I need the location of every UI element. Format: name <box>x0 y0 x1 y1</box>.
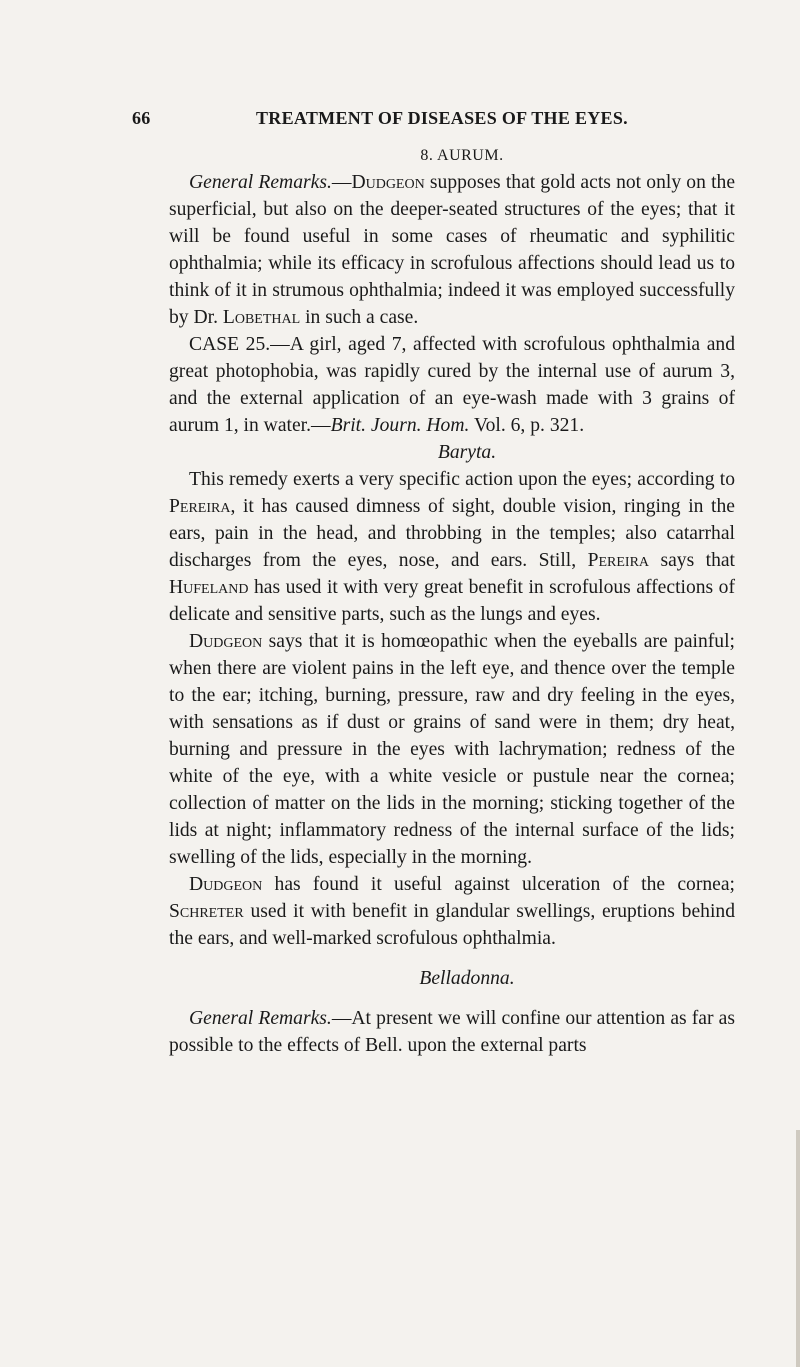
paragraph-text: used it with benefit in glandular swellings, eruptions behind the ears, and well-marked scrofulous ophthalmia. <box>169 901 735 949</box>
paragraph-text: supposes that gold acts not only on the superficial, but also on the deeper-seated structures of the eyes; that it will be found useful in some cases of rheumatic and syphilitic ophthalmia; while its efficacy in scrofulous affections should lead us to think of it in strumous ophthalmia; indeed it was employed successfully by Dr. <box>169 172 736 328</box>
dash: — <box>331 172 352 193</box>
author-name: Lobethal <box>222 307 301 328</box>
paragraph-text: This remedy exerts a very specific action upon the eyes; according to <box>189 469 735 490</box>
paragraph-text: —At present we will confine our attention as far as possible to the effects of Bell. upon the external parts <box>169 1008 735 1056</box>
aurum-general-remarks <box>169 169 735 331</box>
paragraph-text: says that <box>649 550 735 571</box>
paragraph-text: has used it with very great benefit in scrofulous affections of delicate and sensitive parts, such as the lungs and eyes. <box>169 577 735 625</box>
paragraph-text: in such a case. <box>300 307 419 328</box>
running-head <box>132 108 684 132</box>
general-remarks-label: General Remarks. <box>189 172 332 193</box>
paragraph-text: , it has caused dimness of sight, double vision, ringing in the ears, pain in the head, and throbbing in the temples; also catarrhal discharges from the eyes, nose, and ears. Still, <box>169 496 735 571</box>
page-number: 66 <box>132 108 151 128</box>
case-25-paragraph <box>169 331 735 439</box>
running-head-title: TREATMENT OF DISEASES OF THE EYES. <box>256 108 628 128</box>
baryta-paragraph-3 <box>169 871 735 952</box>
paragraph-text: CASE 25.—A girl, aged 7, affected with scrofulous ophthalmia and great photophobia, was rapidly cured by the internal use of aurum 3, and the external application of an eye-wash made with 3 grains of aurum 1, in water.— <box>169 334 735 436</box>
author-name: Schreter <box>169 901 244 922</box>
author-name: Hufeland <box>169 577 249 598</box>
general-remarks-label: General Remarks. <box>189 1008 332 1029</box>
author-name: Dudgeon <box>189 874 263 895</box>
baryta-paragraph-1 <box>169 466 735 628</box>
paragraph-text: has found it useful against ulceration of the cornea; <box>262 874 735 895</box>
author-name: Pereira <box>587 550 650 571</box>
paragraph-text: Vol. 6, p. 321. <box>469 415 585 436</box>
page-edge-shadow <box>796 1130 800 1367</box>
journal-reference: Brit. Journ. Hom. <box>330 415 470 436</box>
belladonna-general-remarks <box>169 1005 735 1059</box>
subheading-baryta: Baryta. <box>437 442 497 463</box>
baryta-paragraph-2 <box>169 628 735 871</box>
body-text <box>169 142 735 1059</box>
paragraph-text: says that it is homœopathic when the eyeballs are painful; when there are violent pains in the left eye, and thence over the temple to the ear; itching, burning, pressure, raw and dry feeling in the eyes, with sensations as if dust or grains of sand were in them; dry heat, burning and pressure in the eyes with lachrymation; redness of the white of the eye, with a white vesicle or pustule near the cornea; collection of matter on the lids in the morning; sticking together of the lids at night; inflammatory redness of the internal surface of the lids; swelling of the lids, especially in the morning. <box>169 631 735 868</box>
subheading-belladonna: Belladonna. <box>419 968 515 989</box>
author-name: Pereira <box>169 496 231 517</box>
author-name: Dudgeon <box>189 631 263 652</box>
author-name: Dudgeon <box>351 172 425 193</box>
section-heading-aurum: 8. AURUM. <box>420 147 504 164</box>
